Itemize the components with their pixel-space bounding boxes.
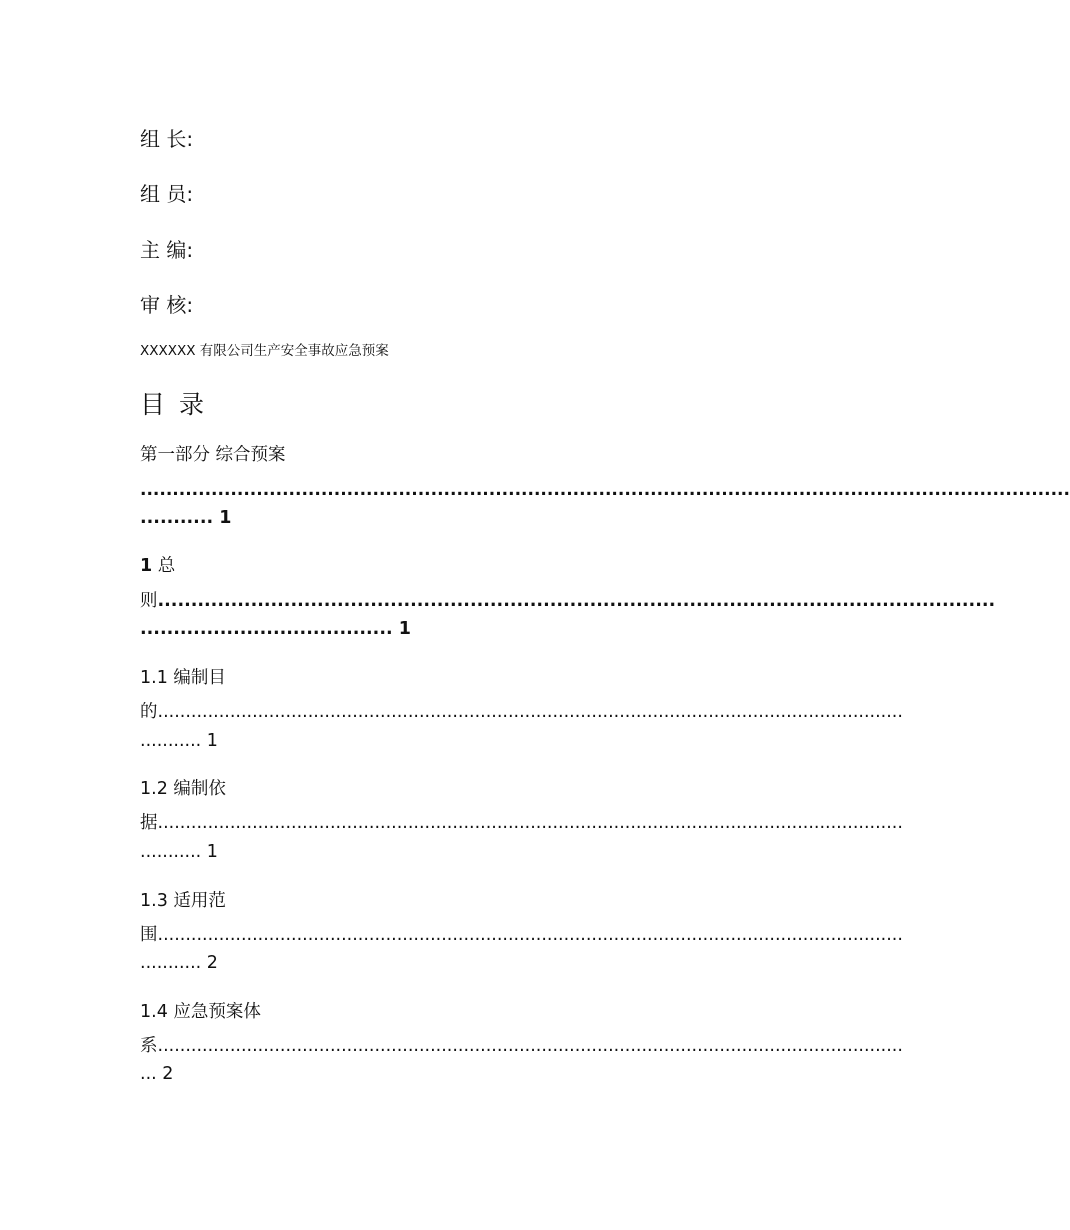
members-label: 组 员:	[140, 182, 194, 206]
toc-wrap-char: 系	[140, 1036, 158, 1056]
toc-entry-wrap	[140, 1035, 903, 1057]
toc-leader-dots: ...........	[140, 953, 202, 973]
toc-section-title: 总	[157, 556, 176, 576]
leader-label: 组 长:	[140, 127, 194, 151]
toc-entry-wrap	[140, 590, 996, 612]
toc-leader-dots: ..............................................................................................................................	[157, 591, 996, 611]
toc-entry-tail	[140, 507, 810, 529]
toc-page-number: 1	[206, 842, 218, 862]
toc-entry-tail	[140, 952, 810, 974]
toc-leader-dots: ...........	[140, 731, 202, 751]
toc-entry-tail	[140, 1063, 810, 1085]
toc-entry-heading[interactable]	[140, 555, 810, 577]
toc-entry-heading[interactable]: 1.1 编制目	[140, 668, 226, 688]
toc-entry-heading[interactable]: 1.4 应急预案体	[140, 1002, 261, 1022]
toc-leader-dots: ......................................................................................................................................	[157, 925, 903, 945]
toc-entry-heading[interactable]: 第一部分 综合预案	[140, 445, 286, 465]
toc-page-number: 1	[206, 731, 218, 751]
toc-leader-dots: ......................................................................................................................................	[157, 702, 903, 722]
toc-entry-heading[interactable]: 1.3 适用范	[140, 891, 226, 911]
toc-leader-dots: ...........	[140, 842, 202, 862]
toc-entry-tail	[140, 618, 810, 640]
toc-page-number: 2	[162, 1064, 174, 1084]
toc-wrap-char: 的	[140, 702, 158, 722]
toc-title: 目 录	[140, 390, 207, 419]
reviewer-label: 审 核:	[140, 293, 194, 317]
toc-page-number: 2	[206, 953, 218, 973]
toc-leader-dots: ......................................................................................................................................	[157, 813, 903, 833]
toc-entry-heading[interactable]: 1.2 编制依	[140, 779, 226, 799]
editor-label: 主 编:	[140, 238, 194, 262]
toc-wrap-char: 围	[140, 925, 158, 945]
toc-entry-wrap	[140, 701, 903, 723]
toc-leader-dots: ................................................................................................................................................	[140, 480, 1070, 500]
toc-leader-dots: ......................................................................................................................................	[157, 1036, 903, 1056]
toc-entry-tail	[140, 841, 810, 863]
toc-leader-dots: ......................................	[140, 619, 393, 639]
toc-wrap-char: 则	[140, 591, 158, 611]
toc-entry-wrap	[140, 924, 903, 946]
toc-wrap-char: 据	[140, 813, 158, 833]
toc-section-number: 1	[140, 556, 153, 576]
toc-entry-wrap	[140, 812, 903, 834]
toc-page-number: 1	[398, 619, 411, 639]
toc-leader-dots: ...........	[140, 508, 214, 528]
toc-entry-tail	[140, 730, 810, 752]
toc-page-number: 1	[219, 508, 232, 528]
toc-leader-dots: ...	[140, 1064, 157, 1084]
document-subtitle: XXXXXX 有限公司生产安全事故应急预案	[140, 343, 389, 359]
